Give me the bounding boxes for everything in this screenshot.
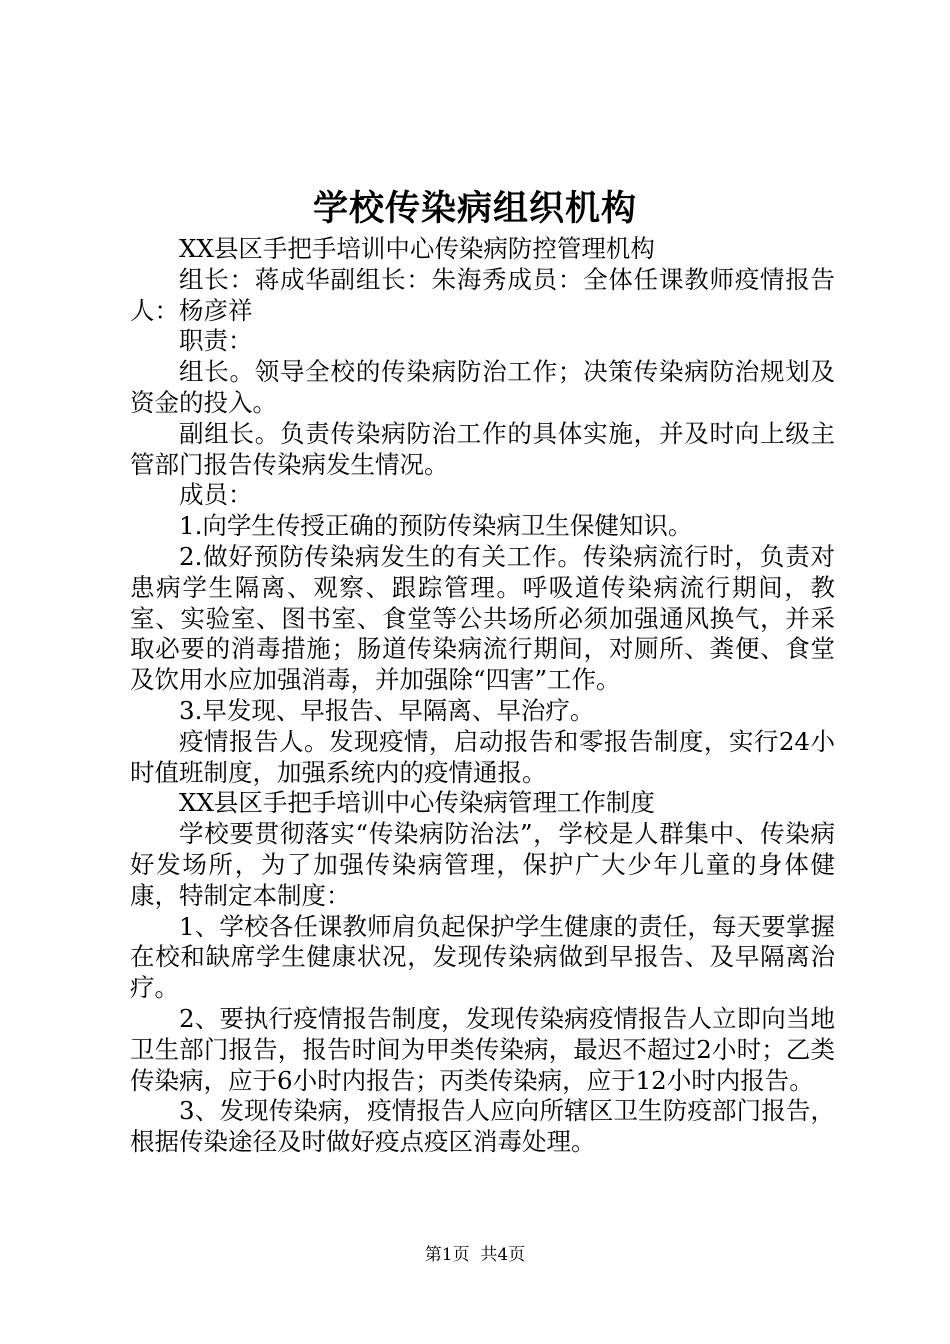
- paragraph-duties-label: 职责：: [179, 326, 253, 356]
- document-body: [130, 234, 835, 1158]
- paragraph-deputy-duty: 副组长。负责传染病防治工作的具体实施，并及时向上级主管部门报告传染病发生情况。: [130, 418, 835, 479]
- page-footer: [0, 1244, 950, 1266]
- paragraph-rule-2: 2、要执行疫情报告制度，发现传染病疫情报告人立即向当地卫生部门报告，报告时间为甲类传染病，最迟不超过2小时；乙类传染病，应于6小时内报告；丙类传染病，应于12小时内报告。: [130, 1003, 835, 1095]
- paragraph-system-intro: 学校要贯彻落实“传染病防治法”，学校是人群集中、传染病好发场所，为了加强传染病管理，保护广大少年儿童的身体健康，特制定本制度：: [130, 819, 835, 910]
- paragraph-member-duty-2: 2.做好预防传染病发生的有关工作。传染病流行时，负责对患病学生隔离、观察、跟踪管理。呼吸道传染病流行期间，教室、实验室、图书室、食堂等公共场所必须加强通风换气，并采取必要的消毒措施；肠道传染病流行期间，对厕所、粪便、食堂及饮用水应加强消毒，并加强除“四害”工作。: [130, 541, 835, 695]
- paragraph-rule-3: 3、发现传染病，疫情报告人应向所辖区卫生防疫部门报告，根据传染途径及时做好疫点疫区消毒处理。: [130, 1096, 835, 1157]
- paragraph-members-label: 成员：: [179, 480, 253, 510]
- document-title: 学校传染病组织机构: [312, 188, 637, 229]
- paragraph-system-heading: XX县区手把手培训中心传染病管理工作制度: [179, 788, 655, 818]
- paragraph-members: 组长：蒋成华副组长：朱海秀成员：全体任课教师疫情报告人：杨彦祥: [130, 264, 835, 325]
- paragraph-member-duty-3: 3.早发现、早报告、早隔离、早治疗。: [179, 695, 595, 725]
- paragraph-org-heading: XX县区手把手培训中心传染病防控管理机构: [179, 234, 655, 263]
- paragraph-member-duty-1: 1.向学生传授正确的预防传染病卫生保健知识。: [179, 511, 693, 541]
- paragraph-leader-duty: 组长。领导全校的传染病防治工作；决策传染病防治规划及资金的投入。: [130, 357, 835, 417]
- paragraph-rule-1: 1、学校各任课教师肩负起保护学生健康的责任，每天要掌握在校和缺席学生健康状况，发现传染病做到早报告、及早隔离治疗。: [130, 911, 835, 1003]
- paragraph-reporter-duty: 疫情报告人。发现疫情，启动报告和零报告制度，实行24小时值班制度，加强系统内的疫情通报。: [130, 726, 835, 787]
- page-number-indicator: 第1页 共4页: [424, 1245, 526, 1265]
